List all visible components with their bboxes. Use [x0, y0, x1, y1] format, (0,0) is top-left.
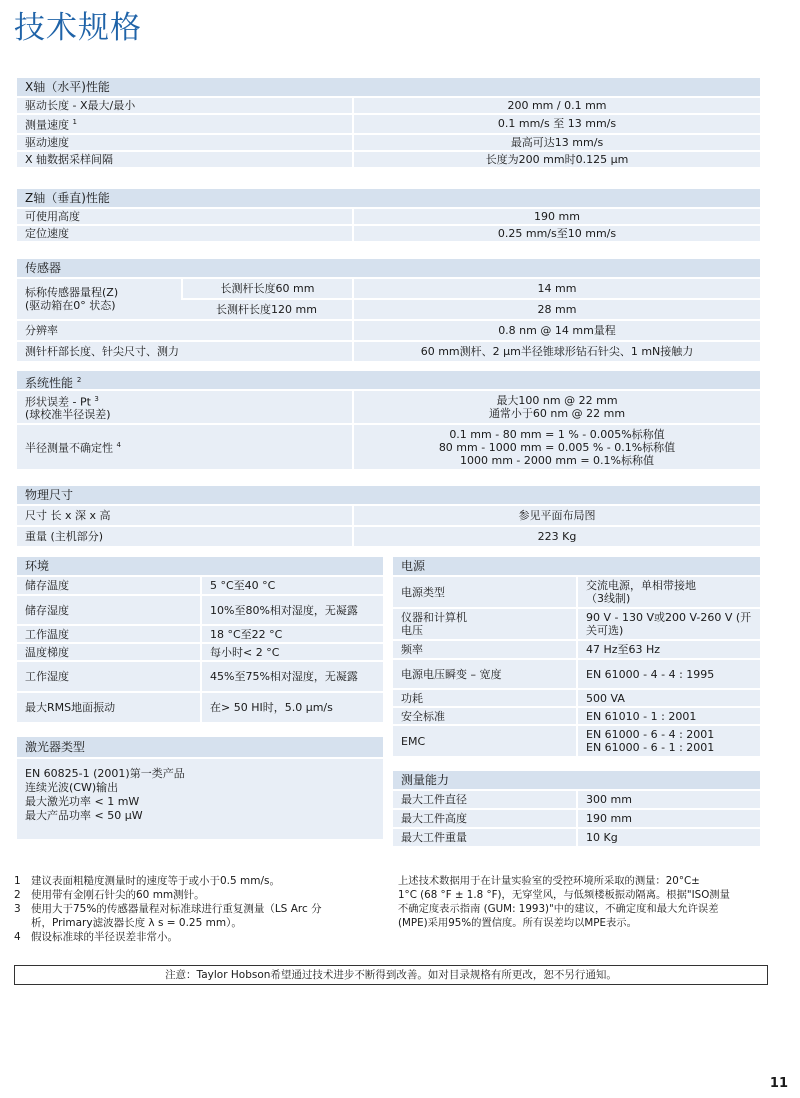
footnote-text: 假设标准球的半径误差非常小。: [31, 931, 178, 943]
spec-label-line: (球校准半径误差): [25, 408, 111, 422]
spec-label: 定位速度: [17, 226, 352, 241]
table-row: [17, 644, 383, 660]
footnote-text: 析，Primary滤波器长度 λ s = 0.25 mm）。: [31, 917, 242, 929]
laser-section: [17, 737, 383, 839]
table-row: [393, 708, 760, 724]
physical-section: [17, 486, 760, 548]
table-row: [393, 791, 760, 808]
spec-value-line: 关可选): [586, 624, 624, 637]
spec-value-line: EN 61000 - 6 - 4 : 2001: [586, 728, 715, 741]
table-row: [17, 135, 760, 150]
spec-label: 尺寸 长 x 深 x 高: [17, 506, 352, 525]
table-row: [17, 152, 760, 167]
footnote: [14, 902, 384, 916]
spec-label: [17, 115, 352, 133]
table-row: [17, 342, 760, 361]
spec-value-line: （3线制): [586, 592, 631, 605]
footnote: [14, 930, 384, 944]
spec-label-line: 标称传感器量程(Z): [25, 286, 119, 299]
spec-label: 最大工件直径: [393, 791, 576, 808]
spec-value-line: 通常小于60 nm @ 22 mm: [488, 407, 626, 420]
spec-value-line: 90 V - 130 V或200 V-260 V (开: [586, 611, 752, 624]
spec-label-text: 测量速度: [25, 118, 69, 132]
spec-value: 10%至80%相对湿度，无凝露: [200, 596, 383, 624]
spec-label: 分辨率: [17, 321, 352, 340]
spec-value: 每小时< 2 °C: [200, 644, 383, 660]
spec-value: 10 Kg: [576, 829, 760, 846]
note-line: 上述技术数据用于在计量实验室的受控环境所采取的测量：20°C±: [398, 875, 700, 887]
spec-label: 最大RMS地面振动: [17, 693, 200, 722]
table-row: [17, 391, 760, 423]
footnote-number: [14, 916, 31, 930]
table-row: [393, 660, 760, 688]
power-section: [393, 557, 760, 758]
laser-header: 激光器类型: [17, 737, 383, 757]
page-number: 11: [769, 1076, 788, 1091]
spec-label: 可使用高度: [17, 209, 352, 224]
spec-value: EN 61000 - 4 - 4 : 1995: [576, 660, 760, 688]
spec-value: 190 mm: [352, 209, 760, 224]
spec-label: 最大工件高度: [393, 810, 576, 827]
spec-label: 重量 (主机部分): [17, 527, 352, 546]
spec-value: 14 mm: [352, 279, 760, 298]
spec-value: 18 °C至22 °C: [200, 626, 383, 642]
capacity-header: 测量能力: [393, 771, 760, 789]
spec-label: 温度梯度: [17, 644, 200, 660]
spec-label-text: 半径测量不确定性: [25, 441, 113, 455]
spec-label: [17, 425, 352, 469]
spec-value: [576, 609, 760, 639]
laser-line: 最大激光功率 < 1 mW: [25, 795, 140, 808]
environment-header: 环境: [17, 557, 383, 575]
spec-label-line: (驱动箱在0° 状态): [25, 299, 116, 312]
note-line: 1°C (68 °F ± 1.8 °F)，无穿堂风，与低频楼板振动隔离。根据"ISO测量: [398, 889, 730, 901]
spec-value: 60 mm测杆、2 µm半径锥球形钻石针尖、1 mN接触力: [352, 342, 760, 361]
spec-value: EN 61010 - 1 : 2001: [576, 708, 760, 724]
spec-value: 长度为200 mm时0.125 µm: [352, 152, 760, 167]
spec-label: 工作温度: [17, 626, 200, 642]
table-row: [393, 726, 760, 756]
spec-label: 储存湿度: [17, 596, 200, 624]
footnote-text: 使用带有金刚石针尖的60 mm测针。: [31, 889, 205, 901]
spec-value-line: 80 mm - 1000 mm = 0.005 % - 0.1%标称值: [438, 440, 676, 454]
system-header-text: 系统性能: [25, 376, 74, 390]
power-header: 电源: [393, 557, 760, 575]
spec-label: 安全标准: [393, 708, 576, 724]
spec-value-line: EN 61000 - 6 - 1 : 2001: [586, 741, 715, 754]
table-row: [393, 641, 760, 658]
page-title: 技术规格: [14, 10, 142, 46]
footnote-ref: 4: [116, 441, 121, 450]
physical-header: 物理尺寸: [17, 486, 760, 504]
footnote-number: 3: [14, 903, 21, 915]
note-line: 不确定度表示指南 (GUM: 1993)"中的建议，不确定度和最大允许误差: [398, 903, 719, 915]
spec-sublabel: 长测杆长度60 mm: [181, 279, 352, 298]
spec-value: 5 °C至40 °C: [200, 577, 383, 594]
footnote: [14, 916, 384, 930]
spec-value: 190 mm: [576, 810, 760, 827]
footnote-number: 4: [14, 931, 21, 943]
footnote: [14, 888, 384, 902]
table-row: [17, 209, 760, 224]
spec-label: 功耗: [393, 690, 576, 706]
capacity-section: [393, 771, 760, 848]
spec-value-line: 0.1 mm - 80 mm = 1 % - 0.005%标称值: [449, 427, 665, 441]
notice-box: 注意：Taylor Hobson希望通过技术进步不断得到改善。如对目录规格有所更改，恕不另行通知。: [14, 965, 768, 985]
spec-value: 在> 50 HI时，5.0 µm/s: [200, 693, 383, 722]
laser-body: [17, 759, 383, 839]
spec-label: 储存温度: [17, 577, 200, 594]
table-row: [17, 506, 760, 525]
spec-label-text: 形状误差 - Pt: [25, 395, 91, 409]
spec-label: EMC: [393, 726, 576, 756]
table-row: [393, 609, 760, 639]
spec-value: 200 mm / 0.1 mm: [352, 98, 760, 113]
footnote-text: 使用大于75%的传感器量程对标准球进行重复测量（LS Arc 分: [31, 903, 322, 915]
table-row: [17, 98, 760, 113]
z-axis-header: Z轴（垂直)性能: [17, 189, 760, 207]
footnote-number: 1: [14, 875, 21, 887]
spec-label-line: 仪器和计算机: [401, 611, 467, 624]
laser-line: 最大产品功率 < 50 µW: [25, 809, 143, 822]
spec-value: 0.1 mm/s 至 13 mm/s: [352, 115, 760, 133]
table-row: [17, 321, 760, 340]
spec-value: 47 Hz至63 Hz: [576, 641, 760, 658]
spec-label: X 轴数据采样间隔: [17, 152, 352, 167]
environment-section: [17, 557, 383, 724]
spec-value-line: 交流电源，单相带接地: [586, 579, 696, 592]
spec-label-line: [25, 393, 344, 409]
spec-label: 频率: [393, 641, 576, 658]
table-row: [17, 115, 760, 133]
footnotes-left: [14, 874, 384, 944]
spec-label: 电源类型: [393, 577, 576, 607]
x-axis-header: X轴（水平)性能: [17, 78, 760, 96]
table-row: [17, 226, 760, 241]
spec-value: 45%至75%相对湿度，无凝露: [200, 662, 383, 691]
spec-sublabel: 长测杆长度120 mm: [181, 300, 352, 319]
spec-label: [393, 609, 576, 639]
z-axis-section: [17, 189, 760, 243]
spec-value-line: 1000 mm - 2000 mm = 0.1%标称值: [460, 453, 654, 467]
table-row: [17, 626, 383, 642]
spec-label: [17, 279, 181, 319]
spec-value: 223 Kg: [352, 527, 760, 546]
spec-label: 驱动长度 - X最大/最小: [17, 98, 352, 113]
footnote-ref: 3: [94, 394, 99, 403]
table-row: [17, 577, 383, 594]
spec-value: 0.25 mm/s至10 mm/s: [352, 226, 760, 241]
table-row: [17, 279, 760, 298]
table-row: [393, 810, 760, 827]
spec-label: 测针杆部长度、针尖尺寸、测力: [17, 342, 352, 361]
table-row: [393, 577, 760, 607]
spec-label: 电源电压瞬变 – 宽度: [393, 660, 576, 688]
table-row: [17, 693, 383, 722]
table-row: [17, 425, 760, 469]
spec-value: [352, 391, 760, 423]
spec-value: [576, 577, 760, 607]
spec-value-line: 最大100 nm @ 22 mm: [496, 394, 618, 407]
laser-line: 连续光波(CW)输出: [25, 781, 119, 794]
system-section: [17, 371, 760, 471]
footnote-ref: 2: [76, 376, 82, 384]
spec-label: 最大工件重量: [393, 829, 576, 846]
spec-value: 500 VA: [576, 690, 760, 706]
spec-label: 驱动速度: [17, 135, 352, 150]
footnote-number: 2: [14, 889, 21, 901]
sensor-section: [17, 259, 760, 363]
spec-value: 28 mm: [352, 300, 760, 319]
footnotes-right: [398, 874, 770, 930]
spec-value: 300 mm: [576, 791, 760, 808]
system-header: [17, 371, 760, 389]
table-row: [17, 527, 760, 546]
sensor-header: 传感器: [17, 259, 760, 277]
spec-value: [576, 726, 760, 756]
spec-value: 参见平面布局图: [352, 506, 760, 525]
table-row: [17, 596, 383, 624]
table-row: [393, 690, 760, 706]
spec-label: 工作湿度: [17, 662, 200, 691]
footnote-text: 建议表面粗糙度测量时的速度等于或小于0.5 mm/s。: [31, 875, 280, 887]
footnote: [14, 874, 384, 888]
x-axis-section: [17, 78, 760, 169]
laser-line: EN 60825-1 (2001)第一类产品: [25, 767, 185, 780]
spec-label-line: 电压: [401, 624, 423, 637]
spec-value: 0.8 nm @ 14 mm量程: [352, 321, 760, 340]
table-row: [393, 829, 760, 846]
spec-value: 最高可达13 mm/s: [352, 135, 760, 150]
spec-label: [17, 391, 352, 423]
note-line: (MPE)采用95%的置信度。所有误差均以MPE表示。: [398, 917, 637, 929]
spec-value: [352, 425, 760, 469]
table-row: [17, 662, 383, 691]
footnote-ref: 1: [72, 118, 77, 126]
